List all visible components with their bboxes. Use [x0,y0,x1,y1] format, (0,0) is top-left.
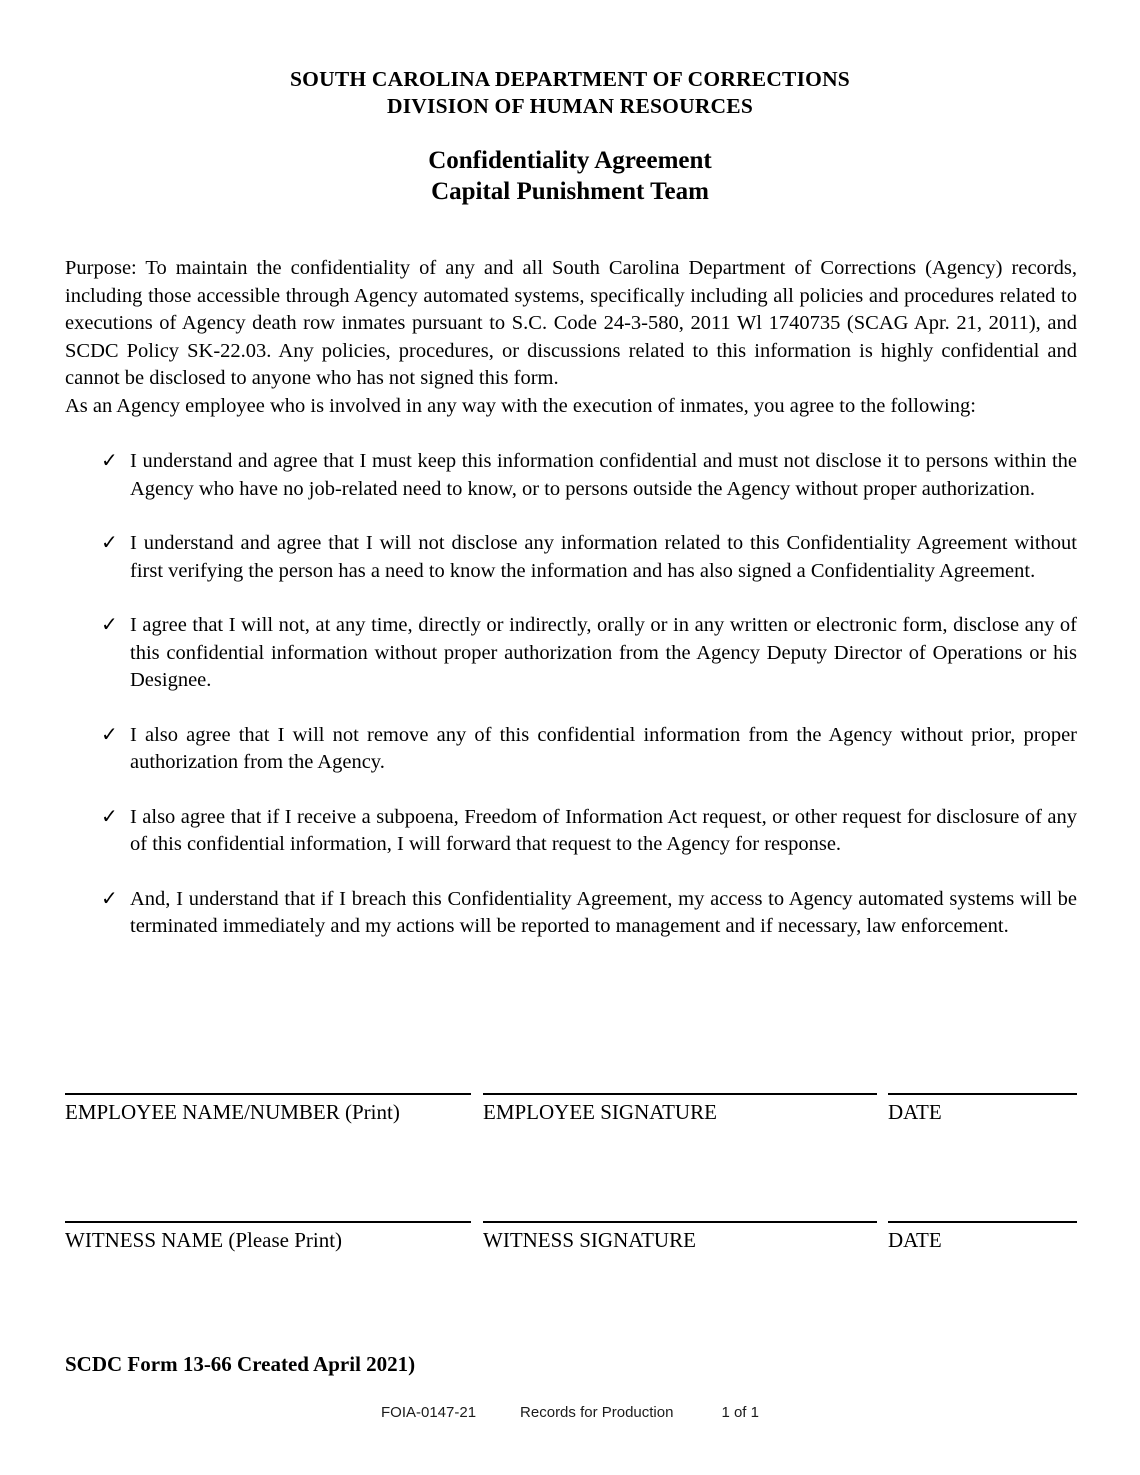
title-line-agreement: Confidentiality Agreement [428,147,712,174]
agency-header [0,66,1140,120]
employee-name-field[interactable] [65,1093,471,1125]
form-identifier: SCDC Form 13-66 Created April 2021) [65,1352,416,1376]
list-item [65,804,1077,859]
witness-signature-field[interactable] [483,1221,877,1253]
checkmark-icon: ✓ [101,803,118,828]
production-label: Records for Production [520,1404,674,1421]
witness-signature-row [65,1221,1077,1281]
list-item-text: I also agree that I will not remove any of this confidential information from the Agency without prior, proper authorization from the Agency. [130,723,1077,773]
foia-number: FOIA-0147-21 [381,1404,477,1421]
intro-paragraph: As an Agency employee who is involved in any way with the execution of inmates, you agree to the following: [65,394,976,417]
list-item [65,530,1077,585]
witness-name-field[interactable] [65,1221,471,1253]
purpose-paragraph: Purpose: To maintain the confidentiality of any and all South Carolina Department of Corrections (Agency) records, including those accessible through Agency automated systems, specifically including all policies and procedures related to executions of Agency death row inmates pursuant to S.C. Code 24-3-580, 2011 Wl 1740735 (SCAG Apr. 21, 2011), and SCDC Policy SK-22.03. Any policies, procedures, or discussions related to this information is highly confidential and cannot be disclosed to anyone who has not signed this form. [65,257,1077,389]
checkmark-icon: ✓ [101,612,118,636]
employee-name-label: EMPLOYEE NAME/NUMBER (Print) [65,1100,400,1124]
checkmark-icon: ✓ [101,448,118,472]
list-item [65,612,1077,695]
checkmark-icon: ✓ [101,530,118,554]
agreement-list [65,448,1077,941]
list-item-text: And, I understand that if I breach this Confidentiality Agreement, my access to Agency automated systems will be terminated immediately and my actions will be reported to management and if necessary, law enforcement. [130,887,1077,937]
employee-signature-row [65,1093,1077,1153]
list-item-text: I understand and agree that I must keep this information confidential and must not disclose it to persons within the Agency who have no job-related need to know, or to persons outside the Agency without proper authorization. [130,450,1077,500]
checkmark-icon: ✓ [101,885,118,910]
employee-signature-field[interactable] [483,1093,877,1125]
list-item [65,886,1077,941]
list-item-text: I agree that I will not, at any time, directly or indirectly, orally or in any written or electronic form, disclose any of this confidential information without proper authorization from the Agency Deputy Director of Operations or his Designee. [130,614,1077,691]
header-line-division: DIVISION OF HUMAN RESOURCES [387,94,753,118]
document-body [65,255,1077,941]
list-item [65,448,1077,503]
list-item [65,722,1077,777]
header-line-agency: SOUTH CAROLINA DEPARTMENT OF CORRECTIONS [290,67,850,91]
list-item-text: I also agree that if I receive a subpoena, Freedom of Information Act request, or other request for disclosure of any of this confidential information, I will forward that request to the Agency for response. [130,805,1077,855]
witness-name-label: WITNESS NAME (Please Print) [65,1228,343,1252]
employee-date-field[interactable] [888,1093,1077,1125]
checkmark-icon: ✓ [101,721,118,746]
witness-signature-label: WITNESS SIGNATURE [483,1228,696,1252]
document-title [0,145,1140,207]
production-stamp [0,1404,1140,1421]
employee-date-label: DATE [888,1100,942,1124]
employee-signature-label: EMPLOYEE SIGNATURE [483,1100,717,1124]
witness-date-field[interactable] [888,1221,1077,1253]
page-number: 1 of 1 [721,1404,759,1421]
list-item-text: I understand and agree that I will not disclose any information related to this Confidentiality Agreement without first verifying the person has a need to know the information and has also signed a Confidentiality Agreement. [130,532,1077,582]
title-line-team: Capital Punishment Team [431,178,709,205]
witness-date-label: DATE [888,1228,942,1252]
